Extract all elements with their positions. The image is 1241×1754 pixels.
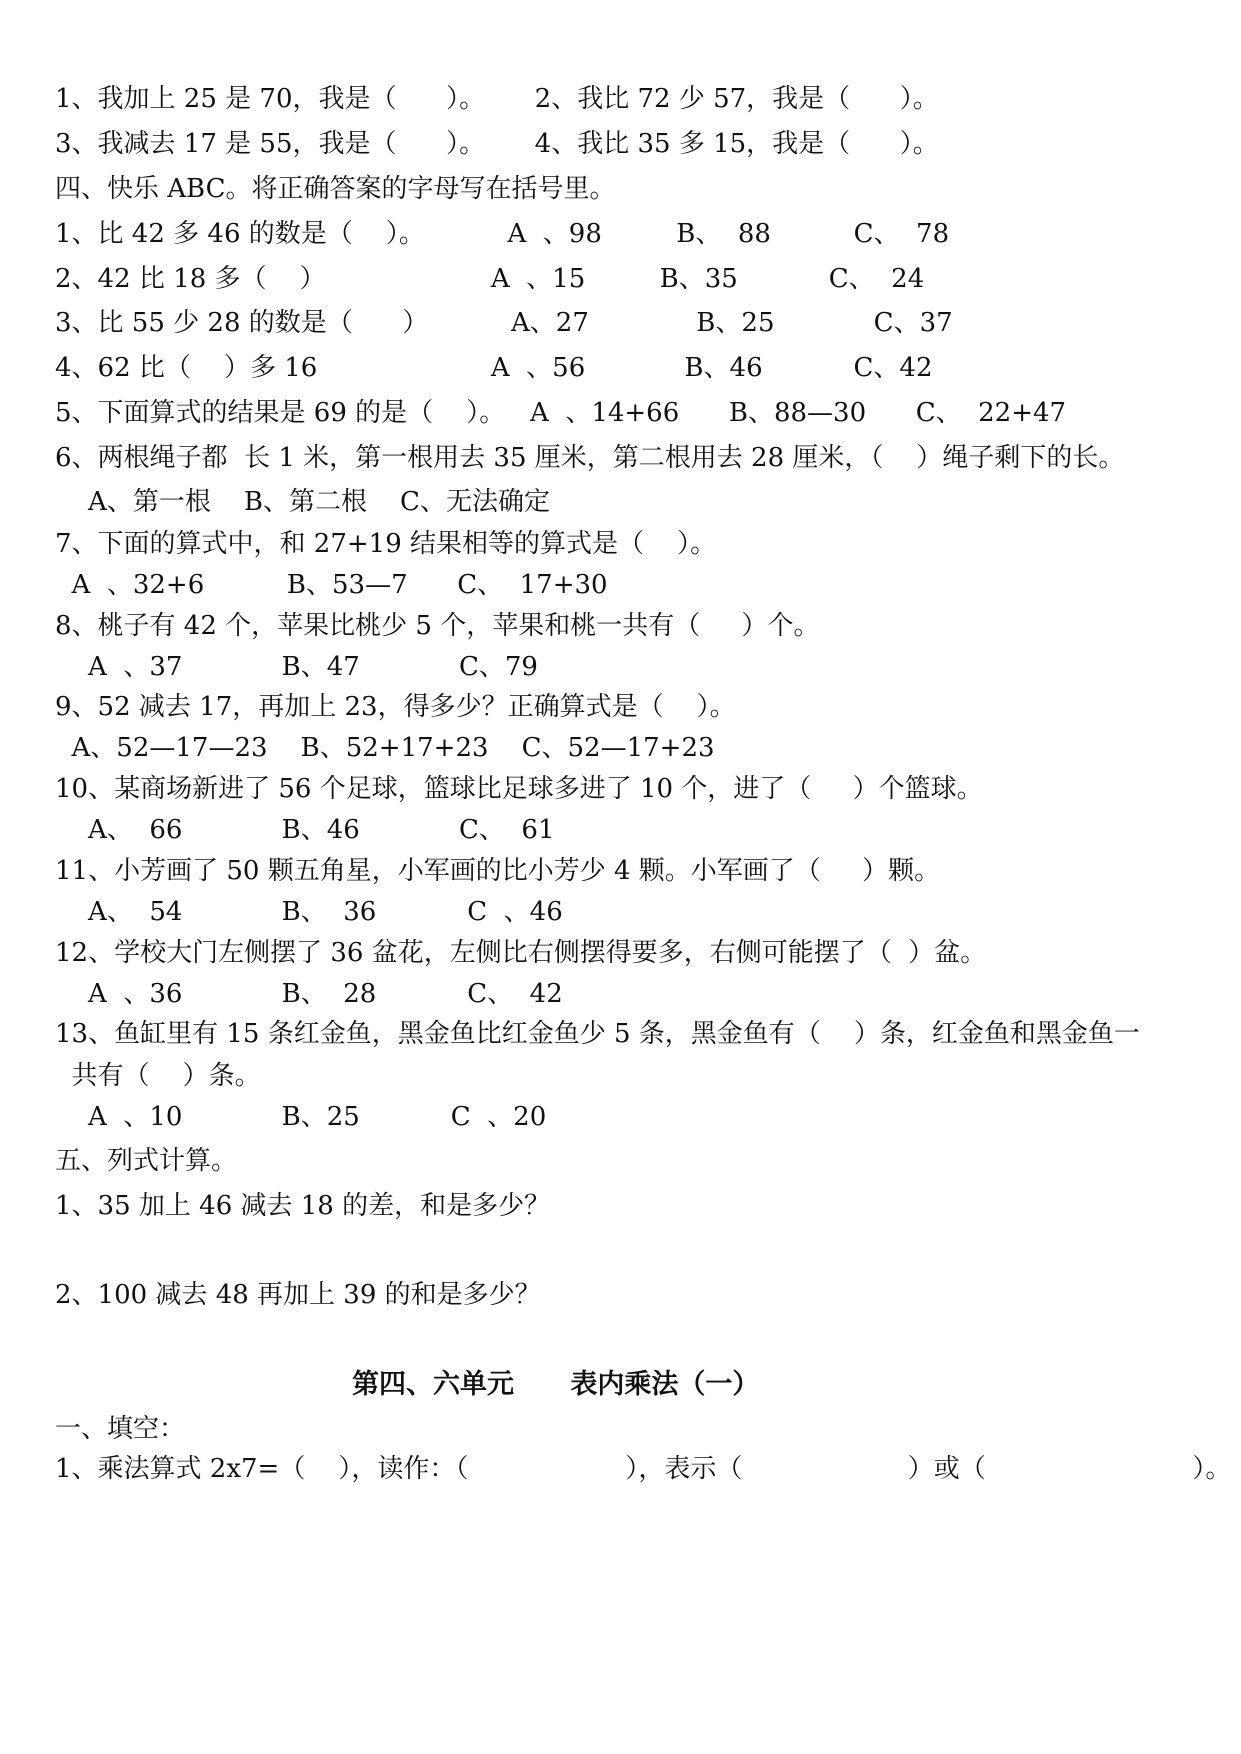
choice-question-8: 8、桃子有 42 个，苹果比桃少 5 个，苹果和桃一共有（ ）个。 [55,611,820,641]
section-four-heading: 四、快乐 ABC。将正确答案的字母写在括号里。 [55,174,616,204]
question-fill-3-4: 3、我减去 17 是 55，我是（ ）。 4、我比 35 多 15，我是（ ）。 [55,129,939,159]
choice-question-10: 10、某商场新进了 56 个足球，篮球比足球多进了 10 个，进了（ ）个篮球。 [55,774,983,804]
choice-options-6: A、第一根 B、第二根 C、无法确定 [55,487,550,517]
choice-question-3: 3、比 55 少 28 的数是（ ） A、27 B、25 C、37 [55,308,953,338]
choice-question-9: 9、52 减去 17，再加上 23，得多少？正确算式是（ ）。 [55,692,736,722]
fill-question-multiplication: 1、乘法算式 2x7=（ ），读作：（ ），表示（ ）或（ ）。 [55,1454,1232,1484]
choice-options-12: A 、36 B、 28 C、 42 [55,979,563,1009]
choice-question-4: 4、62 比（ ）多 16 A 、56 B、46 C、42 [55,353,933,383]
choice-question-12: 12、学校大门左侧摆了 36 盆花，左侧比右侧摆得要多，右侧可能摆了（ ）盆。 [55,938,987,968]
choice-question-11: 11、小芳画了 50 颗五角星，小军画的比小芳少 4 颗。小军画了（ ）颗。 [55,856,941,886]
choice-question-5: 5、下面算式的结果是 69 的是（ ）。 A 、14+66 B、88—30 C、 22+47 [55,398,1067,428]
choice-options-11: A、 54 B、 36 C 、46 [55,897,563,927]
choice-options-13: A 、10 B、25 C 、20 [55,1102,547,1132]
choice-options-10: A、 66 B、46 C、 61 [55,815,555,845]
choice-question-6: 6、两根绳子都 长 1 米，第一根用去 35 厘米，第二根用去 28 厘米，（ ）绳子剩下的长。 [55,443,1125,473]
section-one-heading: 一、填空： [55,1414,186,1444]
choice-question-7: 7、下面的算式中，和 27+19 结果相等的算式是（ ）。 [55,529,717,559]
question-fill-1-2: 1、我加上 25 是 70，我是（ ）。 2、我比 72 少 57，我是（ ）。 [55,84,939,114]
choice-options-7: A 、32+6 B、53—7 C、 17+30 [55,570,608,600]
choice-question-13-cont: 共有（ ）条。 [55,1061,261,1091]
choice-question-1: 1、比 42 多 46 的数是（ ）。 A 、98 B、 88 C、 78 [55,219,950,249]
calc-question-2: 2、100 减去 48 再加上 39 的和是多少？ [55,1280,541,1310]
calc-question-1: 1、35 加上 46 减去 18 的差，和是多少？ [55,1191,551,1221]
choice-question-2: 2、42 比 18 多（ ） A 、15 B、35 C、 24 [55,264,925,294]
section-five-heading: 五、列式计算。 [55,1146,238,1176]
choice-options-9: A、52—17—23 B、52+17+23 C、52—17+23 [55,733,715,763]
unit-title: 第四、六单元 表内乘法（一） [352,1369,760,1400]
choice-options-8: A 、37 B、47 C、79 [55,652,538,682]
choice-question-13: 13、鱼缸里有 15 条红金鱼，黑金鱼比红金鱼少 5 条，黑金鱼有（ ）条，红金鱼和黑金鱼一 [55,1019,1140,1049]
